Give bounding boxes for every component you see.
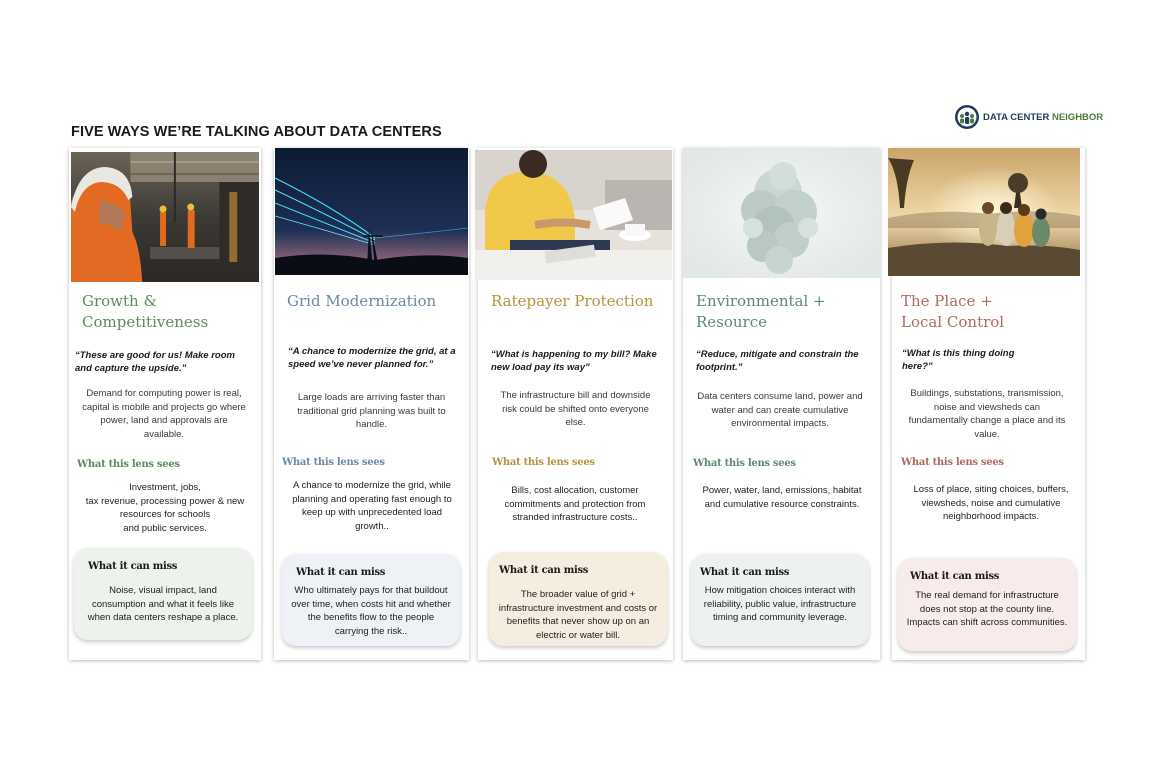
can-miss-box [489, 552, 667, 646]
person-paying-bills-photo [475, 150, 672, 280]
card-heading: Growth & Competitiveness [82, 292, 209, 331]
card-description: Data centers consume land, power and water and can create cumulative environmental impacts. [697, 391, 863, 429]
lens-sees-label: What this lens sees [492, 457, 595, 468]
lens-sees-text: A chance to modernize the grid, while planning and operating fast enough to keep up with unprecedented load growth.. [292, 480, 452, 532]
steam-cloud-photo [683, 148, 880, 278]
people-sunset-hillside-photo [888, 148, 1080, 276]
lens-card-grid [274, 148, 469, 660]
can-miss-text: The broader value of grid + infrastructure investment and costs or benefits that never show up on an electric or water bill. [498, 589, 658, 641]
lens-sees-text: Bills, cost allocation, customer commitments and protection from stranded infrastructure costs.. [504, 485, 646, 523]
industrial-workers-photo [71, 152, 259, 282]
can-miss-label: What it can miss [88, 561, 178, 572]
lens-card-environmental [683, 148, 880, 660]
can-miss-text: Who ultimately pays for that buildout over time, when costs hit and whether the benefits flow to the people carrying the risk.. [291, 585, 451, 637]
lens-card-growth [69, 148, 261, 660]
card-description: Buildings, substations, transmission, noise and viewsheds can fundamentally change a place and its value. [908, 388, 1066, 440]
card-quote: “What is happening to my bill? Make new load pay its way” [491, 349, 657, 373]
brand-logo [954, 104, 1103, 130]
card-description: The infrastructure bill and downside risk could be shifted onto everyone else. [500, 390, 651, 428]
card-description: Large loads are arriving faster than traditional grid planning was built to handle. [297, 392, 446, 430]
lens-sees-text: Loss of place, siting choices, buffers, viewsheds, noise and cumulative neighborhood impacts. [913, 484, 1069, 522]
lens-sees-label: What this lens sees [901, 457, 1004, 468]
lens-sees-label: What this lens sees [77, 459, 180, 470]
page-title: FIVE WAYS WE’RE TALKING ABOUT DATA CENTERS [71, 124, 442, 140]
can-miss-label: What it can miss [700, 567, 790, 578]
can-miss-label: What it can miss [910, 571, 1000, 582]
lens-sees-text: Power, water, land, emissions, habitat and cumulative resource constraints. [702, 485, 862, 510]
card-quote: “Reduce, mitigate and constrain the footprint.” [696, 349, 859, 373]
card-heading: Environmental + Resource [696, 292, 826, 331]
lens-card-place [892, 148, 1085, 660]
card-quote: “These are good for us! Make room and capture the upside.” [75, 350, 235, 374]
lens-sees-label: What this lens sees [693, 458, 796, 469]
can-miss-text: Noise, visual impact, land consumption and what it feels like when data centers reshape a place. [87, 585, 239, 623]
card-heading: Ratepayer Protection [491, 292, 654, 310]
card-quote: “A chance to modernize the grid, at a speed we’ve never planned for.” [288, 346, 456, 370]
can-miss-box [691, 554, 869, 646]
lens-card-ratepayer [478, 148, 673, 660]
can-miss-box [898, 558, 1076, 651]
card-quote: “What is this thing doing here?” [902, 348, 1015, 372]
logo-word-2: NEIGHBOR [1051, 111, 1104, 123]
lens-sees-text: Investment, jobs, tax revenue, processing power & new resources for schools and public services. [85, 482, 245, 534]
card-heading: The Place + Local Control [901, 292, 1005, 331]
logo-word-1: DATA CENTER [983, 111, 1050, 123]
logo-text [983, 112, 1103, 123]
lens-sees-label: What this lens sees [282, 457, 385, 468]
can-miss-box [282, 554, 460, 646]
card-heading: Grid Modernization [287, 292, 437, 310]
power-lines-night-photo [275, 148, 468, 275]
can-miss-label: What it can miss [296, 567, 386, 578]
people-globe-icon [954, 104, 980, 130]
card-description: Demand for computing power is real, capital is mobile and projects go where power, land and approvals are available. [82, 388, 246, 440]
can-miss-text: The real demand for infrastructure does not stop at the county line. Impacts can shift across communities. [906, 590, 1068, 628]
can-miss-label: What it can miss [499, 565, 589, 576]
can-miss-text: How mitigation choices interact with reliability, public value, infrastructure timing and community leverage. [703, 585, 857, 623]
can-miss-box [74, 548, 252, 640]
